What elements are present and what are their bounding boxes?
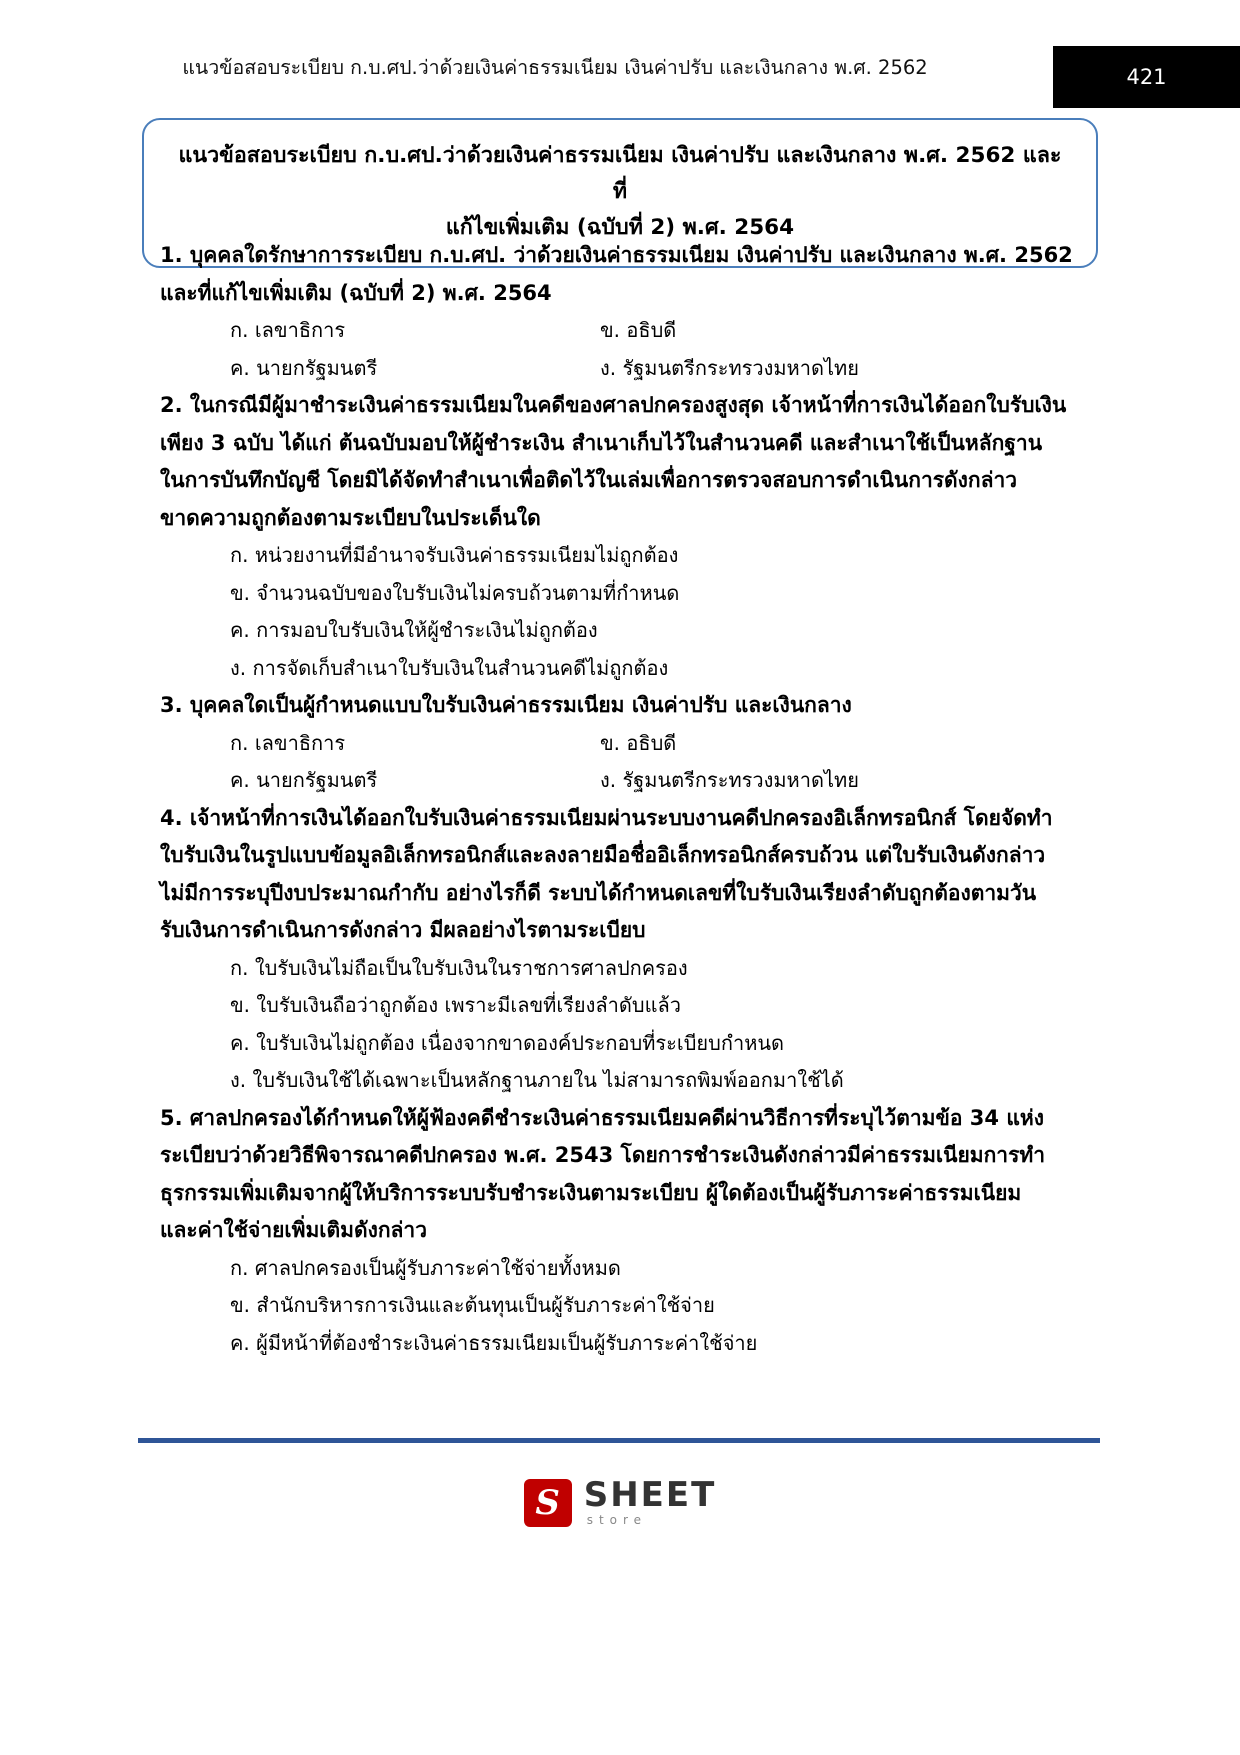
- question-text-line: ไม่มีการระบุปีงบประมาณกำกับ อย่างไรก็ดี ระบบได้กำหนดเลขที่ใบรับเงินเรียงลำดับถูกต้องตามวัน: [160, 880, 1037, 905]
- exam-questions-body: [160, 237, 1100, 1362]
- choice-option-c[interactable]: ค. การมอบใบรับเงินให้ผู้ชำระเงินไม่ถูกต้อง: [230, 618, 598, 642]
- page-number: 421: [1126, 65, 1167, 89]
- choice-list: [160, 537, 1100, 687]
- choice-option-d[interactable]: ง. รัฐมนตรีกระทรวงมหาดไทย: [600, 768, 859, 792]
- choice-option-c[interactable]: ค. ผู้มีหน้าที่ต้องชำระเงินค่าธรรมเนียมเป็นผู้รับภาระค่าใช้จ่าย: [230, 1330, 758, 1355]
- question-text-line: 4. เจ้าหน้าที่การเงินได้ออกใบรับเงินค่าธรรมเนียมผ่านระบบงานคดีปกครองอิเล็กทรอนิกส์ โดยจัดทำ: [160, 805, 1053, 830]
- choice-option-b[interactable]: ข. อธิบดี: [600, 318, 677, 342]
- choice-option-c[interactable]: ค. ใบรับเงินไม่ถูกต้อง เนื่องจากขาดองค์ประกอบที่ระเบียบกำหนด: [230, 1030, 785, 1055]
- choice-option-a[interactable]: ก. เลขาธิการ: [230, 730, 346, 755]
- question-text-line: และที่แก้ไขเพิ่มเติม (ฉบับที่ 2) พ.ศ. 2564: [160, 280, 552, 305]
- question-text-line: 1. บุคคลใดรักษาการระเบียบ ก.บ.ศป. ว่าด้วยเงินค่าธรรมเนียม เงินค่าปรับ และเงินกลาง พ.ศ. 2562: [160, 243, 1073, 267]
- question-text-line: ระเบียบว่าด้วยวิธีพิจารณาคดีปกครอง พ.ศ. 2543 โดยการชำระเงินดังกล่าวมีค่าธรรมเนียมการทำ: [160, 1143, 1046, 1167]
- choice-option-d[interactable]: ง. รัฐมนตรีกระทรวงมหาดไทย: [600, 355, 859, 380]
- page-title-line-2: แก้ไขเพิ่มเติม (ฉบับที่ 2) พ.ศ. 2564: [445, 215, 795, 240]
- choice-option-c[interactable]: ค. นายกรัฐมนตรี: [230, 768, 378, 792]
- question-text-line: เพียง 3 ฉบับ ได้แก่ ต้นฉบับมอบให้ผู้ชำระเงิน สำเนาเก็บไว้ในสำนวนคดี และสำเนาใช้เป็นหลักฐาน: [160, 430, 1043, 455]
- question-block-3: [160, 687, 1100, 800]
- page-header: [0, 46, 1240, 106]
- footer-brand-logo: [0, 1475, 1240, 1528]
- choice-option-a[interactable]: ก. ใบรับเงินไม่ถือเป็นใบรับเงินในราชการศาลปกครอง: [230, 955, 688, 980]
- logo-letter: S: [535, 1483, 560, 1523]
- choice-option-d[interactable]: ง. ใบรับเงินใช้ได้เฉพาะเป็นหลักฐานภายใน ไม่สามารถพิมพ์ออกมาใช้ได้: [230, 1068, 844, 1092]
- question-block-2: [160, 387, 1100, 687]
- choice-option-a[interactable]: ก. ศาลปกครองเป็นผู้รับภาระค่าใช้จ่ายทั้งหมด: [230, 1255, 621, 1280]
- choice-row: [160, 350, 1100, 388]
- page-number-badge: [1053, 46, 1240, 108]
- choice-list: [160, 312, 1100, 387]
- question-text-line: 2. ในกรณีมีผู้มาชำระเงินค่าธรรมเนียมในคดีของศาลปกครองสูงสุด เจ้าหน้าที่การเงินได้ออกใบรับเงิน: [160, 393, 1067, 417]
- choice-list: [160, 725, 1100, 800]
- question-text-line: รับเงินการดำเนินการดังกล่าว มีผลอย่างไรตามระเบียบ: [160, 918, 646, 942]
- choice-row: [160, 725, 1100, 763]
- logo-brand-sub: store: [586, 1513, 648, 1527]
- question-text-line: 5. ศาลปกครองได้กำหนดให้ผู้ฟ้องคดีชำระเงินค่าธรรมเนียมคดีผ่านวิธีการที่ระบุไว้ตามข้อ 34 แห่ง: [160, 1105, 1044, 1130]
- question-block-4: [160, 800, 1100, 1100]
- question-block-1: [160, 237, 1100, 387]
- logo-brand-name: SHEET: [583, 1475, 717, 1515]
- choice-option-d[interactable]: ง. การจัดเก็บสำเนาใบรับเงินในสำนวนคดีไม่ถูกต้อง: [230, 655, 669, 680]
- logo-wordmark: [583, 1475, 717, 1528]
- choice-option-c[interactable]: ค. นายกรัฐมนตรี: [230, 355, 378, 380]
- page-title-line-1: แนวข้อสอบระเบียบ ก.บ.ศป.ว่าด้วยเงินค่าธรรมเนียม เงินค่าปรับ และเงินกลาง พ.ศ. 2562 และที่: [178, 143, 1062, 204]
- question-block-5: [160, 1100, 1100, 1363]
- choice-row: [160, 762, 1100, 800]
- question-text-line: และค่าใช้จ่ายเพิ่มเติมดังกล่าว: [160, 1218, 428, 1242]
- choice-option-a[interactable]: ก. หน่วยงานที่มีอำนาจรับเงินค่าธรรมเนียมไม่ถูกต้อง: [230, 543, 679, 567]
- choice-list: [160, 950, 1100, 1100]
- choice-list: [160, 1250, 1100, 1363]
- question-text-line: 3. บุคคลใดเป็นผู้กำหนดแบบใบรับเงินค่าธรรมเนียม เงินค่าปรับ และเงินกลาง: [160, 693, 852, 717]
- question-text-line: ขาดความถูกต้องตามระเบียบในประเด็นใด: [160, 505, 541, 530]
- choice-option-b[interactable]: ข. สำนักบริหารการเงินและต้นทุนเป็นผู้รับภาระค่าใช้จ่าย: [230, 1293, 715, 1317]
- choice-option-a[interactable]: ก. เลขาธิการ: [230, 318, 346, 342]
- choice-option-b[interactable]: ข. ใบรับเงินถือว่าถูกต้อง เพราะมีเลขที่เรียงลำดับแล้ว: [230, 993, 681, 1017]
- question-text-line: ธุรกรรมเพิ่มเติมจากผู้ให้บริการระบบรับชำระเงินตามระเบียบ ผู้ใดต้องเป็นผู้รับภาระค่าธรรมเนียม: [160, 1180, 1022, 1205]
- question-text-line: ใบรับเงินในรูปแบบข้อมูลอิเล็กทรอนิกส์และลงลายมือชื่ออิเล็กทรอนิกส์ครบถ้วน แต่ใบรับเงินดังกล่าว: [160, 843, 1046, 867]
- question-text-line: ในการบันทึกบัญชี โดยมิได้จัดทำสำเนาเพื่อติดไว้ในเล่มเพื่อการตรวจสอบการดำเนินการดังกล่าว: [160, 468, 1018, 492]
- choice-option-b[interactable]: ข. อธิบดี: [600, 730, 677, 755]
- choice-option-b[interactable]: ข. จำนวนฉบับของใบรับเงินไม่ครบถ้วนตามที่กำหนด: [230, 580, 680, 605]
- running-header-title: แนวข้อสอบระเบียบ ก.บ.ศป.ว่าด้วยเงินค่าธรรมเนียม เงินค่าปรับ และเงินกลาง พ.ศ. 2562: [182, 56, 928, 79]
- choice-row: [160, 312, 1100, 350]
- footer-divider: [138, 1438, 1100, 1443]
- sheet-store-logo-icon: [524, 1479, 572, 1527]
